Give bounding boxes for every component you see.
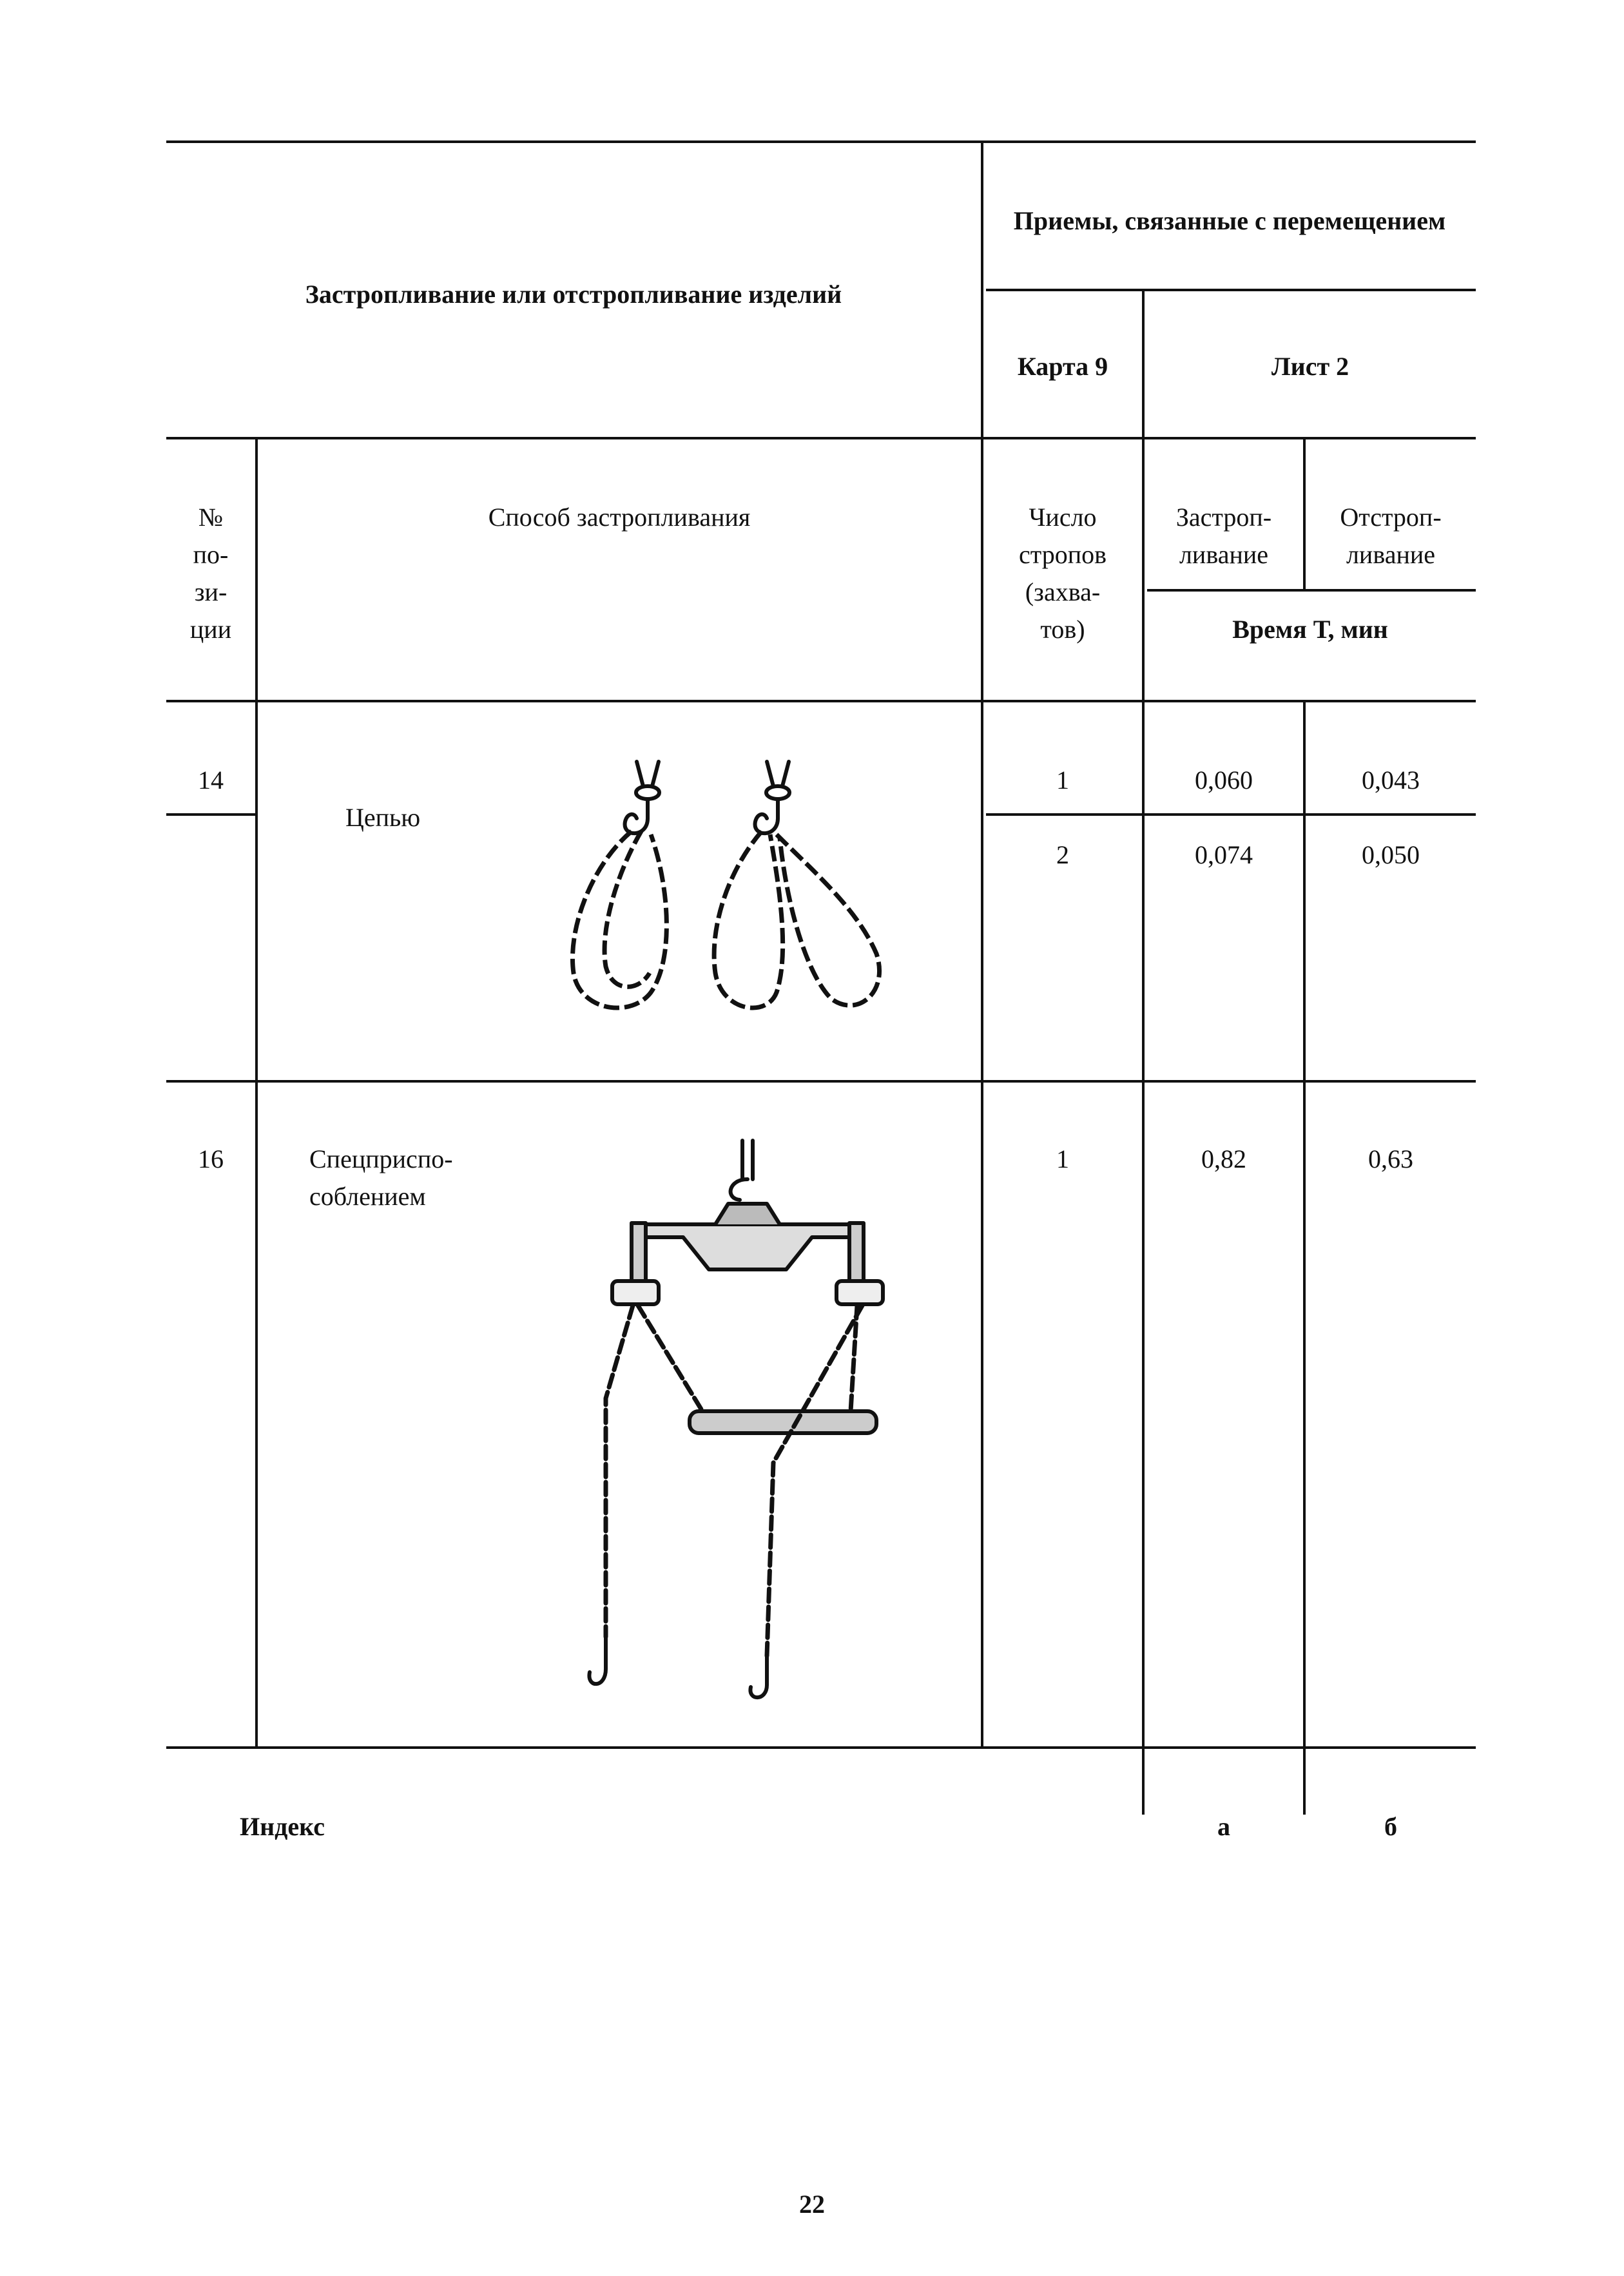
fixture-right-end-hook [750,1656,767,1697]
index-a: а [1217,1812,1230,1841]
card-label: Карта 9 [1017,352,1108,381]
rule-columns-bottom [166,700,1476,702]
row16-slings-1: 1 [1056,1144,1069,1173]
category-label: Приемы, связанные с перемещением [1013,206,1446,235]
fixture-beam [632,1224,864,1269]
fixture-left-end-hook [589,1637,606,1684]
rule-category-bottom [986,289,1476,291]
left-chain-loop [572,831,666,1008]
fixture-left-clamp [612,1281,659,1304]
rule-index-b [1303,1749,1306,1815]
document-title: Застропливание или отстропливание изделий [305,280,842,309]
row16-slinging-1: 0,82 [1201,1144,1246,1173]
rule-subheader [1147,589,1476,592]
row16-unslinging-1: 0,63 [1368,1144,1413,1173]
column-header-slings: Число стропов (захва- тов) [1018,503,1107,644]
column-header-time: Время Т, мин [1232,615,1388,644]
rule-header-bottom [166,437,1476,439]
chain-slings-figure [554,760,915,1037]
fixture-left-post [632,1223,646,1281]
fixture-left-inner-chain [638,1306,702,1411]
rule-bottom [166,1746,1476,1749]
column-header-slinging: Застроп- ливание [1175,503,1272,569]
rule-row16-top [166,1080,1476,1083]
right-hook-rope-2 [782,762,789,786]
right-chain-loop-1 [714,831,783,1008]
special-fixture-figure [593,1141,902,1701]
rule-row14-split-right [986,813,1476,816]
row14-slings-2: 2 [1056,840,1069,869]
index-b: б [1384,1812,1397,1841]
row14-unslinging-1: 0,043 [1362,766,1420,795]
page-number: 22 [799,2190,825,2219]
fixture-right-clamp [836,1281,883,1304]
left-hook-rope-1 [637,762,643,786]
rule-left-col [255,437,258,1749]
row16-position: 16 [198,1144,224,1173]
fixture-right-post [849,1223,864,1281]
column-header-position: № по- зи- ции [189,503,232,644]
row14-slinging-1: 0,060 [1195,766,1253,795]
row14-unslinging-2: 0,050 [1362,840,1420,869]
row14-slinging-2: 0,074 [1195,840,1253,869]
column-header-unslinging: Отстроп- ливание [1340,503,1442,569]
index-label: Индекс [240,1812,325,1841]
right-hook-rope-1 [767,762,773,786]
rule-row14-split-left [166,813,255,816]
left-hook [625,799,648,833]
left-hook-rope-2 [652,762,659,786]
fixture-right-hanging-chain [767,1306,862,1656]
fixture-beam-mount [715,1204,780,1224]
fixture-left-hanging-chain [606,1306,633,1637]
right-hook [755,799,778,833]
row14-slings-1: 1 [1056,766,1069,795]
right-chain-loop-2 [777,834,880,1005]
column-header-method: Способ застропливания [488,503,751,532]
sheet-label: Лист 2 [1271,352,1349,381]
rule-index-a [1142,1749,1145,1815]
fixture-hook [731,1179,748,1200]
row14-position: 14 [198,766,224,795]
fixture-crossbar [690,1411,876,1433]
row16-method: Спецприспо- соблением [309,1144,453,1211]
row14-method: Цепью [345,803,421,832]
rule-top [166,140,1476,143]
